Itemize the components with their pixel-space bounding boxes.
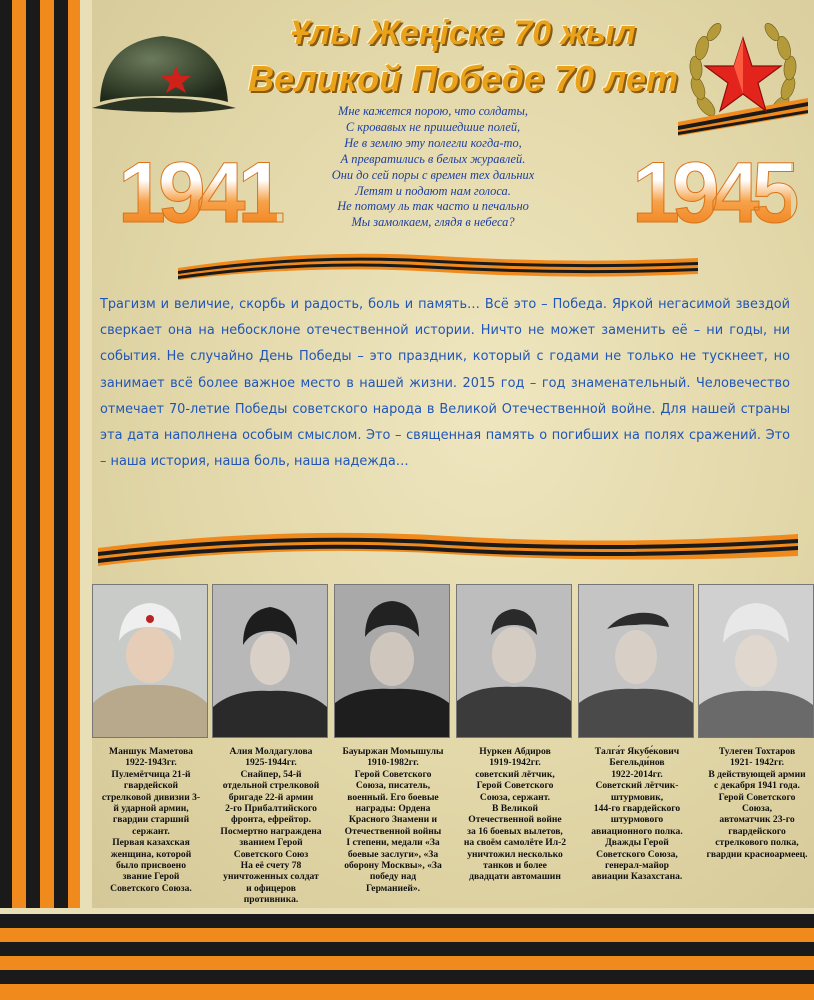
caption-line: Советского Союза. <box>110 882 192 894</box>
heroes-gallery <box>92 584 808 906</box>
hero-portrait <box>456 584 572 738</box>
laurel-wreath-star-icon <box>668 18 814 138</box>
caption-line: генерал-майор <box>605 860 669 872</box>
caption-line: В действующей армии <box>708 768 806 780</box>
caption-line: бригаде 22-й армии <box>228 791 314 803</box>
caption-line: гвардейского <box>728 825 786 837</box>
caption-line: Алия Молдагулова <box>229 746 313 757</box>
caption-line: штурмовик, <box>610 791 664 803</box>
caption-line: 1919-1942гг. <box>489 757 541 769</box>
caption-line: Посмертно награждена <box>220 825 322 837</box>
caption-line: й ударной армии, <box>113 803 189 815</box>
hero-card <box>334 584 452 894</box>
caption-line: Пулемётчица 21-й <box>111 768 191 780</box>
hero-caption <box>578 746 696 883</box>
caption-line: Дважды Герой <box>605 837 669 849</box>
poem-line: С кровавых не пришедшие полей, <box>345 119 521 134</box>
caption-line: 1925-1944гг. <box>245 757 297 769</box>
ribbon-divider-top <box>178 248 698 282</box>
poem-line: А превратились в белых журавлей. <box>340 151 526 166</box>
caption-line: гвардейской <box>123 780 179 792</box>
poem-line: Мы замолкаем, глядя в небеса? <box>351 215 515 230</box>
caption-line: Герой Советского <box>476 780 554 792</box>
caption-line: Герой Советского <box>354 768 432 780</box>
caption-line: стрелкового полка, <box>715 837 799 849</box>
caption-line: Союза, писатель, <box>355 780 431 792</box>
caption-line: Бегельди́нов <box>609 757 665 769</box>
caption-line: Союза, <box>741 803 773 815</box>
hero-card <box>456 584 574 883</box>
poem-line: Они до сей поры с времен тех дальних <box>331 167 535 182</box>
caption-line: фронта, ефрейтор. <box>231 814 311 826</box>
caption-line: Отечественной войне <box>468 814 562 826</box>
caption-line: 2-го Прибалтийского <box>225 803 317 815</box>
caption-line: за 16 боевых вылетов, <box>467 825 563 837</box>
st-george-ribbon-horizontal <box>0 908 814 1000</box>
main-text: Трагизм и величие, скорбь и радость, боль и память… Всё это – Победа. Яркой негасимой звездой сверкает она на небосклоне отечественной истории. Ничто не может заменить её – ни годы, ни события. Не случайно День Победы – это праздник, который с годами не только не тускнеет, но занимает всё более важное место в нашей жизни. 2015 год – год знаменательный. Человечество отмечает 70-летие Победы советского народа в Великой Отечественной войне. Для нашей страны эта дата наполнена особым смыслом. Это – священная память о погибших на полях сражений. Это – наша история, наша боль, наша надежда… <box>100 297 790 470</box>
caption-line: отдельной стрелковой <box>222 780 320 792</box>
hero-caption <box>212 746 330 906</box>
ribbon-divider-middle <box>98 524 798 568</box>
caption-line: Первая казахская <box>112 837 190 849</box>
caption-line: званием Герой <box>239 837 303 849</box>
caption-line: советский лётчик, <box>475 768 555 780</box>
caption-line: гвардии старший <box>112 814 190 826</box>
caption-line: стрелковой дивизии 3- <box>101 791 201 803</box>
hero-card <box>698 584 814 860</box>
caption-line: Нуркен Абдиров <box>479 746 551 757</box>
poem-line: Не потому ль так часто и печально <box>337 199 529 214</box>
hero-card <box>578 584 696 883</box>
caption-line: 1922-1943гг. <box>125 757 177 769</box>
caption-line: сержант. <box>132 825 170 837</box>
soldier-helmet-icon <box>88 22 238 122</box>
caption-line: звание Герой <box>122 871 180 883</box>
poem-line: Не в землю эту полегли когда-то, <box>344 135 522 150</box>
title-kazakh: Ұлы Жеңіске 70 жыл <box>290 14 636 52</box>
hero-portrait <box>92 584 208 738</box>
caption-line: Советский лётчик- <box>595 780 679 792</box>
caption-line: Союза, сержант. <box>479 791 551 803</box>
hero-caption <box>92 746 210 894</box>
caption-line: противника. <box>243 894 299 906</box>
caption-line: и офицеров <box>246 882 296 894</box>
title-russian: Великой Победе 70 лет <box>248 58 678 99</box>
caption-line: Тулеген Тохтаров <box>718 746 796 757</box>
caption-line: Бауыржан Момышулы <box>342 746 444 757</box>
caption-line: на своём самолёте Ил-2 <box>463 837 567 849</box>
caption-line: с декабря 1941 года. <box>714 780 800 792</box>
caption-line: награды: Ордена <box>355 803 431 815</box>
caption-line: женщина, которой <box>110 848 192 860</box>
caption-line: оборону Москвы», «За <box>344 860 442 872</box>
hero-portrait <box>698 584 814 738</box>
caption-line: штурмового <box>610 814 664 826</box>
year-start: 1941 <box>118 145 278 241</box>
hero-portrait <box>578 584 694 738</box>
caption-line: В Великой <box>491 803 539 815</box>
caption-line: 1910-1982гг. <box>367 757 419 769</box>
hero-portrait <box>212 584 328 738</box>
hero-caption <box>456 746 574 883</box>
caption-line: Герой Советского <box>718 791 796 803</box>
poem <box>268 104 598 231</box>
hero-caption <box>334 746 452 894</box>
hero-caption <box>698 746 814 860</box>
caption-line: Германией». <box>365 882 421 894</box>
caption-line: 1922-2014гг. <box>611 768 663 780</box>
caption-line: уничтожил несколько <box>467 848 563 860</box>
caption-line: танков и более <box>483 860 547 872</box>
poem-line: Мне кажется порою, что солдаты, <box>338 104 528 118</box>
poem-line: Летят и подают нам голоса. <box>355 183 511 198</box>
caption-line: авиационного полка. <box>591 825 683 837</box>
caption-line: военный. Его боевые <box>347 791 439 803</box>
caption-line: На её счету 78 <box>240 860 302 872</box>
caption-line: 144-го гвардейского <box>593 803 681 815</box>
caption-line: автоматчик 23-го <box>719 814 795 826</box>
caption-line: двадцати автомашин <box>469 871 561 883</box>
caption-line: авиации Казахстана. <box>591 871 683 883</box>
caption-line: боевые заслуги», «За <box>347 848 439 860</box>
caption-line: Отечественной войны <box>344 825 442 837</box>
st-george-ribbon-vertical <box>0 0 92 1000</box>
caption-line: было присвоено <box>115 860 186 872</box>
year-end: 1945 <box>632 145 792 241</box>
hero-card <box>212 584 330 906</box>
caption-line: I степени, медали «За <box>346 837 440 849</box>
caption-line: Маншук Маметова <box>109 746 193 757</box>
caption-line: 1921- 1942гг. <box>730 757 784 769</box>
hero-portrait <box>334 584 450 738</box>
caption-line: Советского Союз <box>233 848 309 860</box>
caption-line: Снайпер, 54-й <box>240 768 302 780</box>
caption-line: Красного Знамени и <box>348 814 438 826</box>
hero-card <box>92 584 210 894</box>
caption-line: гвардии красноармеец. <box>706 848 808 860</box>
caption-line: победу над <box>369 871 417 883</box>
caption-line: Талга́т Якубе́кович <box>594 746 680 757</box>
caption-line: уничтоженных солдат <box>223 871 319 883</box>
caption-line: Советского Союза, <box>596 848 678 860</box>
